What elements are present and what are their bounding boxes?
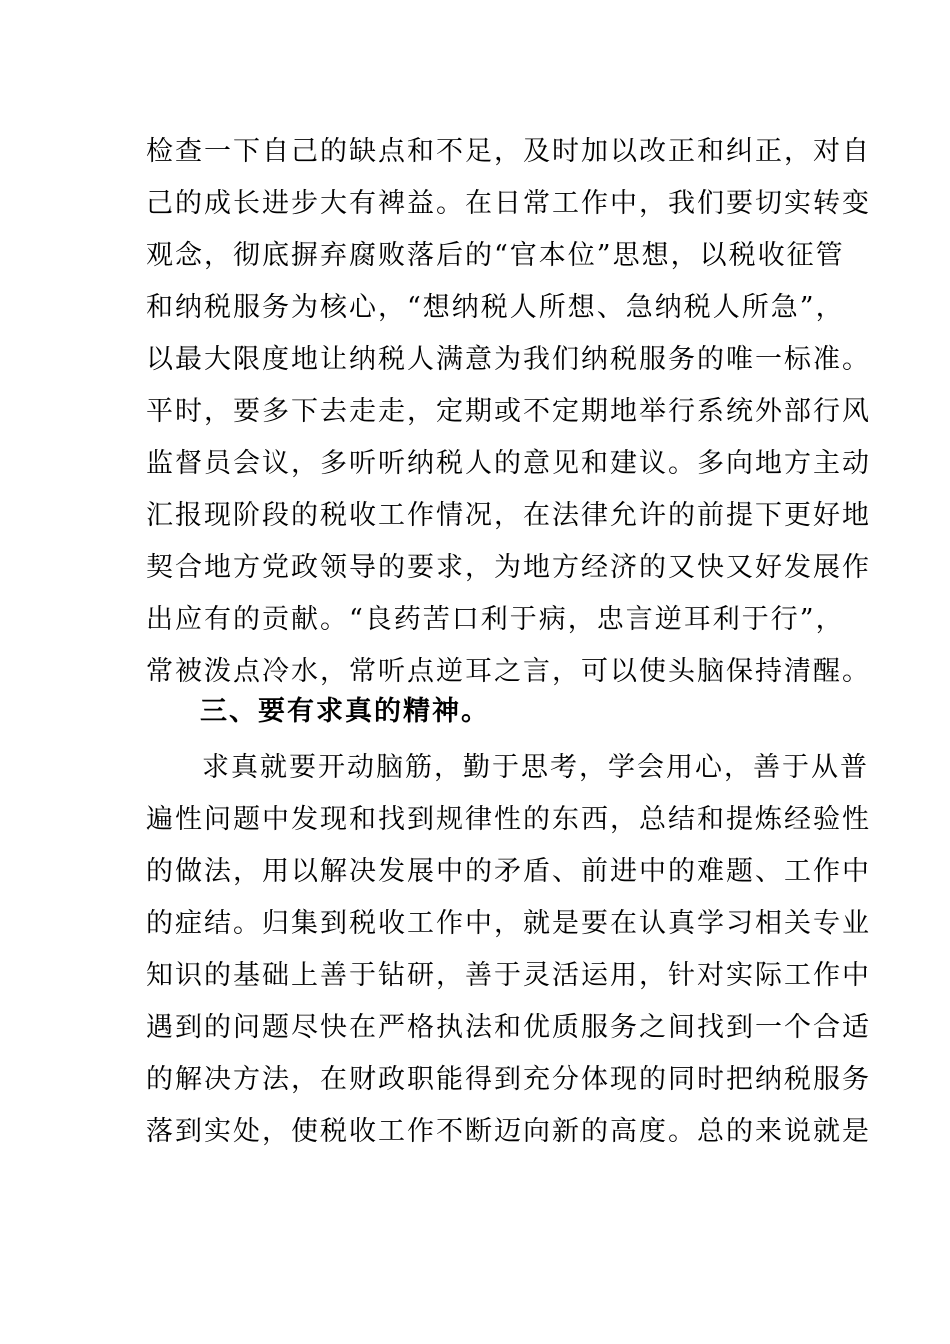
- paragraph-line: 观念，彻底摒弃腐败落后的“官本位”思想，以税收征管: [146, 240, 845, 271]
- paragraph-line: 契合地方党政领导的要求，为地方经济的又快又好发展作: [146, 552, 871, 583]
- paragraph-line: 的做法，用以解决发展中的矛盾、前进中的难题、工作中: [146, 856, 871, 887]
- paragraph-line: 监督员会议，多听听纳税人的意见和建议。多向地方主动: [146, 448, 871, 479]
- paragraph-2: [146, 742, 871, 1158]
- paragraph-line: 的症结。归集到税收工作中，就是要在认真学习相关专业: [146, 908, 871, 939]
- paragraph-line: 遇到的问题尽快在严格执法和优质服务之间找到一个合适: [146, 1012, 871, 1043]
- paragraph-line: 检查一下自己的缺点和不足，及时加以改正和纠正，对自: [146, 136, 871, 167]
- paragraph-line: 落到实处，使税收工作不断迈向新的高度。总的来说就是: [146, 1116, 871, 1147]
- paragraph-line: 遍性问题中发现和找到规律性的东西，总结和提炼经验性: [146, 804, 871, 835]
- paragraph-line: 平时，要多下去走走，定期或不定期地举行系统外部行风: [146, 396, 871, 427]
- paragraph-line: 己的成长进步大有裨益。在日常工作中，我们要切实转变: [146, 188, 871, 219]
- paragraph-line: 以最大限度地让纳税人满意为我们纳税服务的唯一标准。: [146, 344, 871, 375]
- paragraph-1: [146, 126, 871, 698]
- paragraph-line: 知识的基础上善于钻研，善于灵活运用，针对实际工作中: [146, 960, 871, 991]
- section-heading: 三、要有求真的精神。: [200, 696, 490, 727]
- paragraph-line: 和纳税服务为核心，“想纳税人所想、急纳税人所急”，: [146, 292, 845, 323]
- paragraph-line: 常被泼点冷水，常听点逆耳之言，可以使头脑保持清醒。: [146, 656, 871, 687]
- paragraph-line: 汇报现阶段的税收工作情况，在法律允许的前提下更好地: [146, 500, 871, 531]
- paragraph-line: 的解决方法，在财政职能得到充分体现的同时把纳税服务: [146, 1064, 871, 1095]
- paragraph-line: 出应有的贡献。“良药苦口利于病，忠言逆耳利于行”，: [146, 604, 845, 635]
- paragraph-line: 求真就要开动脑筋，勤于思考，学会用心，善于从普: [202, 752, 869, 783]
